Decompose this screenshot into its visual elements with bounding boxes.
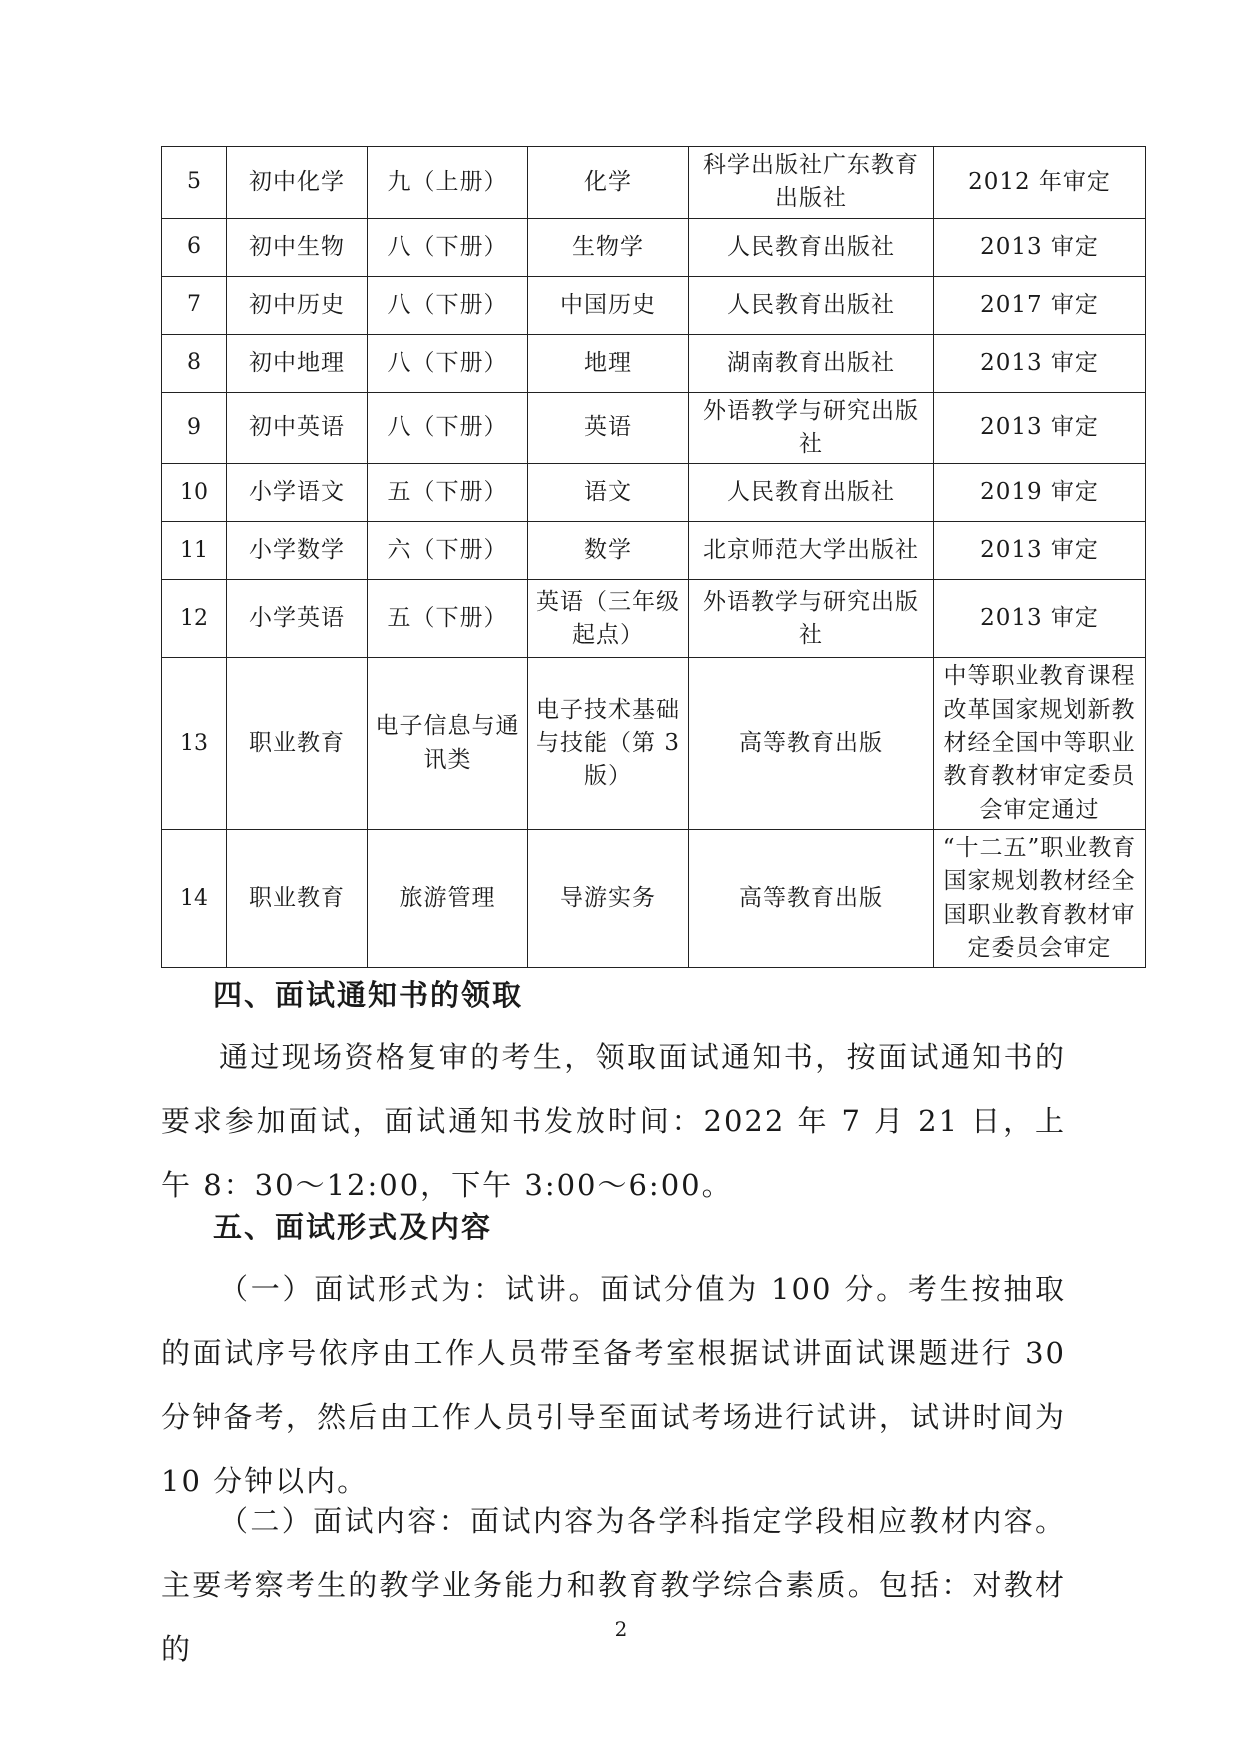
section5-heading: 五、面试形式及内容 bbox=[213, 1210, 493, 1244]
table-cell-subject: 初中英语 bbox=[227, 392, 368, 464]
table-cell-textbook: 电子技术基础与技能（第 3 版） bbox=[528, 658, 689, 830]
table-cell-grade: 八（下册） bbox=[368, 218, 528, 276]
table-row bbox=[162, 392, 1146, 464]
table-cell-grade: 六（下册） bbox=[368, 522, 528, 580]
textbook-table bbox=[161, 146, 1146, 968]
table-cell-subject: 初中生物 bbox=[227, 218, 368, 276]
section5-paragraph-1: （一）面试形式为：试讲。面试分值为 100 分。考生按抽取的面试序号依序由工作人员带至备考室根据试讲面试课题进行 30 分钟备考，然后由工作人员引导至面试考场进行试讲，试讲时间为 10 分钟以内。 bbox=[161, 1272, 1066, 1498]
table-cell-textbook: 导游实务 bbox=[528, 830, 689, 968]
table-cell-subject: 初中化学 bbox=[227, 147, 368, 219]
table-cell-textbook: 英语 bbox=[528, 392, 689, 464]
table-cell-subject: 小学英语 bbox=[227, 580, 368, 658]
table-row bbox=[162, 658, 1146, 830]
table-cell-approval: 2013 审定 bbox=[934, 522, 1146, 580]
table-row bbox=[162, 580, 1146, 658]
table-cell-publisher: 科学出版社广东教育出版社 bbox=[689, 147, 934, 219]
table-cell-grade: 八（下册） bbox=[368, 276, 528, 334]
table-cell-grade: 五（下册） bbox=[368, 464, 528, 522]
table-cell-no: 13 bbox=[162, 658, 227, 830]
table-cell-no: 9 bbox=[162, 392, 227, 464]
table-cell-publisher: 人民教育出版社 bbox=[689, 218, 934, 276]
table-cell-subject: 职业教育 bbox=[227, 830, 368, 968]
table-cell-approval: 2013 审定 bbox=[934, 392, 1146, 464]
table-cell-publisher: 人民教育出版社 bbox=[689, 276, 934, 334]
table-cell-textbook: 地理 bbox=[528, 334, 689, 392]
table-cell-textbook: 语文 bbox=[528, 464, 689, 522]
table-cell-textbook: 英语（三年级起点） bbox=[528, 580, 689, 658]
table-cell-no: 8 bbox=[162, 334, 227, 392]
table-cell-publisher: 人民教育出版社 bbox=[689, 464, 934, 522]
table-cell-publisher: 高等教育出版 bbox=[689, 658, 934, 830]
table-cell-grade: 旅游管理 bbox=[368, 830, 528, 968]
table-cell-publisher: 湖南教育出版社 bbox=[689, 334, 934, 392]
table-cell-subject: 小学语文 bbox=[227, 464, 368, 522]
table-cell-textbook: 中国历史 bbox=[528, 276, 689, 334]
table-row bbox=[162, 464, 1146, 522]
table-cell-approval: 2019 审定 bbox=[934, 464, 1146, 522]
table-cell-grade: 九（上册） bbox=[368, 147, 528, 219]
table-cell-subject: 初中历史 bbox=[227, 276, 368, 334]
table-cell-subject: 职业教育 bbox=[227, 658, 368, 830]
section4-paragraph: 通过现场资格复审的考生，领取面试通知书，按面试通知书的要求参加面试，面试通知书发放时间：2022 年 7 月 21 日，上午 8：30～12:00，下午 3:00～6:00。 bbox=[161, 1040, 1066, 1202]
table-cell-approval: 2012 年审定 bbox=[934, 147, 1146, 219]
table-row bbox=[162, 830, 1146, 968]
table-cell-grade: 五（下册） bbox=[368, 580, 528, 658]
table-cell-textbook: 化学 bbox=[528, 147, 689, 219]
table-cell-publisher: 北京师范大学出版社 bbox=[689, 522, 934, 580]
table-row bbox=[162, 276, 1146, 334]
table-cell-no: 7 bbox=[162, 276, 227, 334]
table-row bbox=[162, 147, 1146, 219]
table-row bbox=[162, 218, 1146, 276]
table-cell-no: 11 bbox=[162, 522, 227, 580]
table-cell-grade: 电子信息与通讯类 bbox=[368, 658, 528, 830]
table-cell-publisher: 外语教学与研究出版社 bbox=[689, 580, 934, 658]
page-number: 2 bbox=[614, 1617, 628, 1641]
table-cell-no: 6 bbox=[162, 218, 227, 276]
table-cell-publisher: 高等教育出版 bbox=[689, 830, 934, 968]
table-cell-textbook: 数学 bbox=[528, 522, 689, 580]
table-cell-approval: 2013 审定 bbox=[934, 334, 1146, 392]
table-cell-no: 14 bbox=[162, 830, 227, 968]
table-row bbox=[162, 334, 1146, 392]
section4-heading: 四、面试通知书的领取 bbox=[213, 978, 524, 1012]
section5-paragraph-2: （二）面试内容：面试内容为各学科指定学段相应教材内容。主要考察考生的教学业务能力和教育教学综合素质。包括：对教材的 bbox=[161, 1504, 1066, 1666]
table-cell-approval: 2017 审定 bbox=[934, 276, 1146, 334]
table-body bbox=[162, 147, 1146, 968]
table-cell-approval: 2013 审定 bbox=[934, 218, 1146, 276]
table-cell-no: 10 bbox=[162, 464, 227, 522]
table-cell-no: 5 bbox=[162, 147, 227, 219]
table-cell-approval: 中等职业教育课程改革国家规划新教材经全国中等职业教育教材审定委员会审定通过 bbox=[934, 658, 1146, 830]
table-cell-publisher: 外语教学与研究出版社 bbox=[689, 392, 934, 464]
table-cell-grade: 八（下册） bbox=[368, 334, 528, 392]
table-row bbox=[162, 522, 1146, 580]
table-cell-grade: 八（下册） bbox=[368, 392, 528, 464]
table-cell-approval: “十二五”职业教育国家规划教材经全国职业教育教材审定委员会审定 bbox=[934, 830, 1146, 968]
table-cell-approval: 2013 审定 bbox=[934, 580, 1146, 658]
table-cell-subject: 小学数学 bbox=[227, 522, 368, 580]
table-cell-textbook: 生物学 bbox=[528, 218, 689, 276]
table-cell-subject: 初中地理 bbox=[227, 334, 368, 392]
table-cell-no: 12 bbox=[162, 580, 227, 658]
